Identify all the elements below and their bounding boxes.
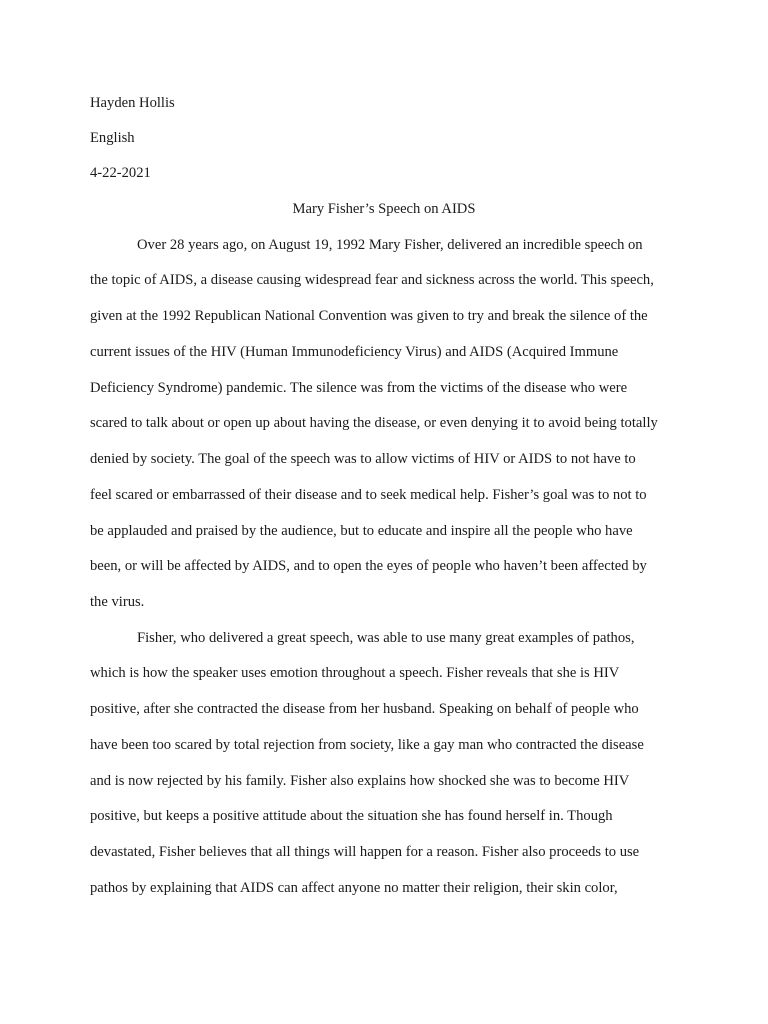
paragraph-2-line: Fisher, who delivered a great speech, was able to use many great examples of pathos,: [137, 630, 635, 646]
paragraph-2-line: pathos by explaining that AIDS can affect anyone no matter their religion, their skin color,: [90, 880, 618, 896]
document-title: Mary Fisher’s Speech on AIDS: [292, 201, 476, 217]
paragraph-2-line: which is how the speaker uses emotion throughout a speech. Fisher reveals that she is HIV: [90, 665, 620, 681]
paragraph-1-line: the topic of AIDS, a disease causing widespread fear and sickness across the world. This speech,: [90, 272, 654, 288]
paragraph-1-line: scared to talk about or open up about having the disease, or even denying it to avoid being totally: [90, 415, 658, 431]
paragraph-1-line: current issues of the HIV (Human Immunodeficiency Virus) and AIDS (Acquired Immune: [90, 344, 619, 360]
paragraph-2-line: have been too scared by total rejection from society, like a gay man who contracted the disease: [90, 737, 644, 753]
date: 4-22-2021: [90, 165, 151, 181]
paragraph-2-line: devastated, Fisher believes that all things will happen for a reason. Fisher also proceeds to use: [90, 844, 640, 860]
paragraph-2-line: positive, after she contracted the disease from her husband. Speaking on behalf of people who: [90, 701, 639, 717]
paragraph-1-line: be applauded and praised by the audience, but to educate and inspire all the people who have: [90, 523, 633, 539]
course-name: English: [90, 130, 135, 146]
paragraph-1-line: given at the 1992 Republican National Convention was given to try and break the silence of the: [90, 308, 648, 324]
paragraph-1-line: been, or will be affected by AIDS, and to open the eyes of people who haven’t been affected by: [90, 558, 647, 574]
paragraph-1-line: feel scared or embarrassed of their disease and to seek medical help. Fisher’s goal was to not to: [90, 487, 647, 503]
author-name: Hayden Hollis: [90, 95, 175, 111]
paragraph-1-line: the virus.: [90, 594, 145, 610]
paragraph-2-line: and is now rejected by his family. Fisher also explains how shocked she was to become HIV: [90, 773, 630, 789]
paragraph-1-line: Deficiency Syndrome) pandemic. The silence was from the victims of the disease who were: [90, 380, 628, 396]
paragraph-1-line: Over 28 years ago, on August 19, 1992 Mary Fisher, delivered an incredible speech on: [137, 237, 643, 253]
paragraph-2-line: positive, but keeps a positive attitude about the situation she has found herself in. Though: [90, 808, 613, 824]
paragraph-1-line: denied by society. The goal of the speech was to allow victims of HIV or AIDS to not have to: [90, 451, 636, 467]
